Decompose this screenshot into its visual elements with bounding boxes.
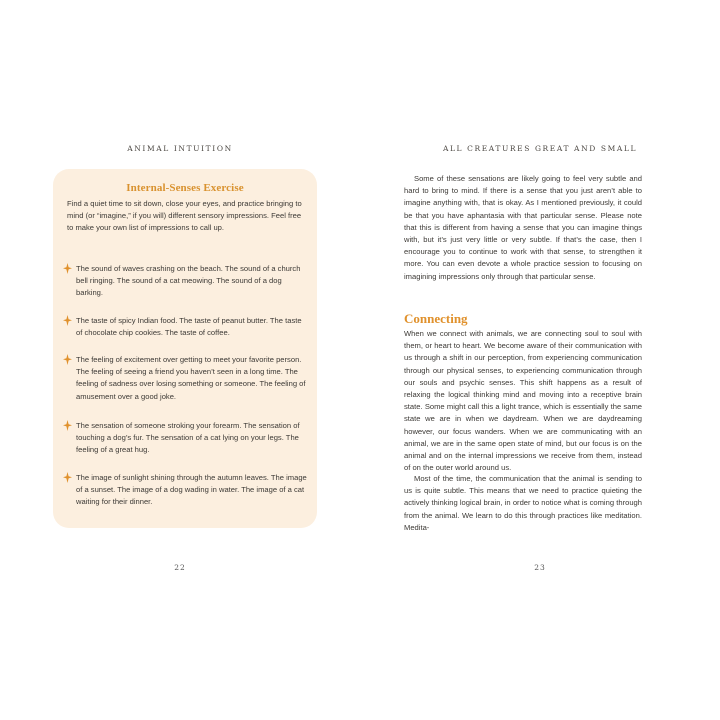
body-paragraph: When we connect with animals, we are connecting soul to soul with them, or heart to heart. We become aware of their communication with us through a shift in our perception, from experiencing communication through our physical senses, to experiencing communication through our souls and psychic senses. This shift happens as a result of relaxing the logical thinking mind and moving into a receptive brain state. Some might call this a light trance, which is essentially the same state we are in when we daydream. When we are daydreaming however, our focus wanders. When we are communicating with an animal, we are in the same open state of mind, but our focus is on the animal and on the internal impressions we receive from them, instead of on the outer world around us. (404, 329, 642, 473)
section-heading: Connecting (404, 311, 468, 326)
exercise-item-text: The feeling of excitement over getting to meet your favorite person. The feeling of seeing a friend you haven’t seen in a long time. The feeling of sadness over losing something or someone. The feeling of amusement over a good joke. (76, 355, 306, 401)
exercise-item-text: The sound of waves crashing on the beach. The sound of a church bell ringing. The sound of a cat meowing. The sound of a dog barking. (76, 264, 301, 298)
sparkle-icon (63, 263, 72, 274)
page-number-left: 22 (174, 563, 186, 572)
exercise-item-text: The taste of spicy Indian food. The taste of peanut butter. The taste of chocolate chip cookies. The taste of coffee. (76, 316, 302, 338)
running-head-left: ANIMAL INTUITION (127, 144, 233, 153)
exercise-title: Internal-Senses Exercise (126, 182, 244, 194)
exercise-item-text: The sensation of someone stroking your forearm. The sensation of touching a dog’s fur. The sensation of a cat lying on your legs. The feeling of a great hug. (76, 421, 300, 455)
running-head-right: ALL CREATURES GREAT AND SMALL (442, 144, 638, 153)
exercise-intro: Find a quiet time to sit down, close your eyes, and practice bringing to mind (or “imagine,” if you will) different sensory impressions. Feel free to make your own list of impressions to call up. (67, 199, 302, 233)
exercise-item-text: The image of sunlight shining through the autumn leaves. The image of a sunset. The image of a dog wading in water. The image of a cat waiting for their dinner. (76, 473, 307, 507)
sparkle-icon (63, 472, 72, 483)
sparkle-icon (63, 354, 72, 365)
body-paragraph: Some of these sensations are likely going to feel very subtle and hard to bring to mind. If there is a sense that you just aren’t able to imagine anything with, that is okay. As I mentioned previously, it could be that you have aphantasia with that particular sense. Please note that this is different from having a sense that you can imagine things with, but it’s just very little or very subtle. If that’s the case, then I encourage you to continue to work with that sense, to strengthen it more. You can even devote a whole practice session to focusing on imagining impressions only through that particular sense. (404, 174, 642, 281)
body-paragraph: Most of the time, the communication that the animal is sending to us is quite subtle. This means that we need to practice quieting the actively thinking logical brain, in order to notice what is coming through from the animal. We learn to do this through practices like meditation. Medita- (404, 474, 642, 532)
sparkle-icon (63, 420, 72, 431)
exercise-box (53, 169, 317, 528)
page-number-right: 23 (534, 563, 546, 572)
sparkle-icon (63, 315, 72, 326)
